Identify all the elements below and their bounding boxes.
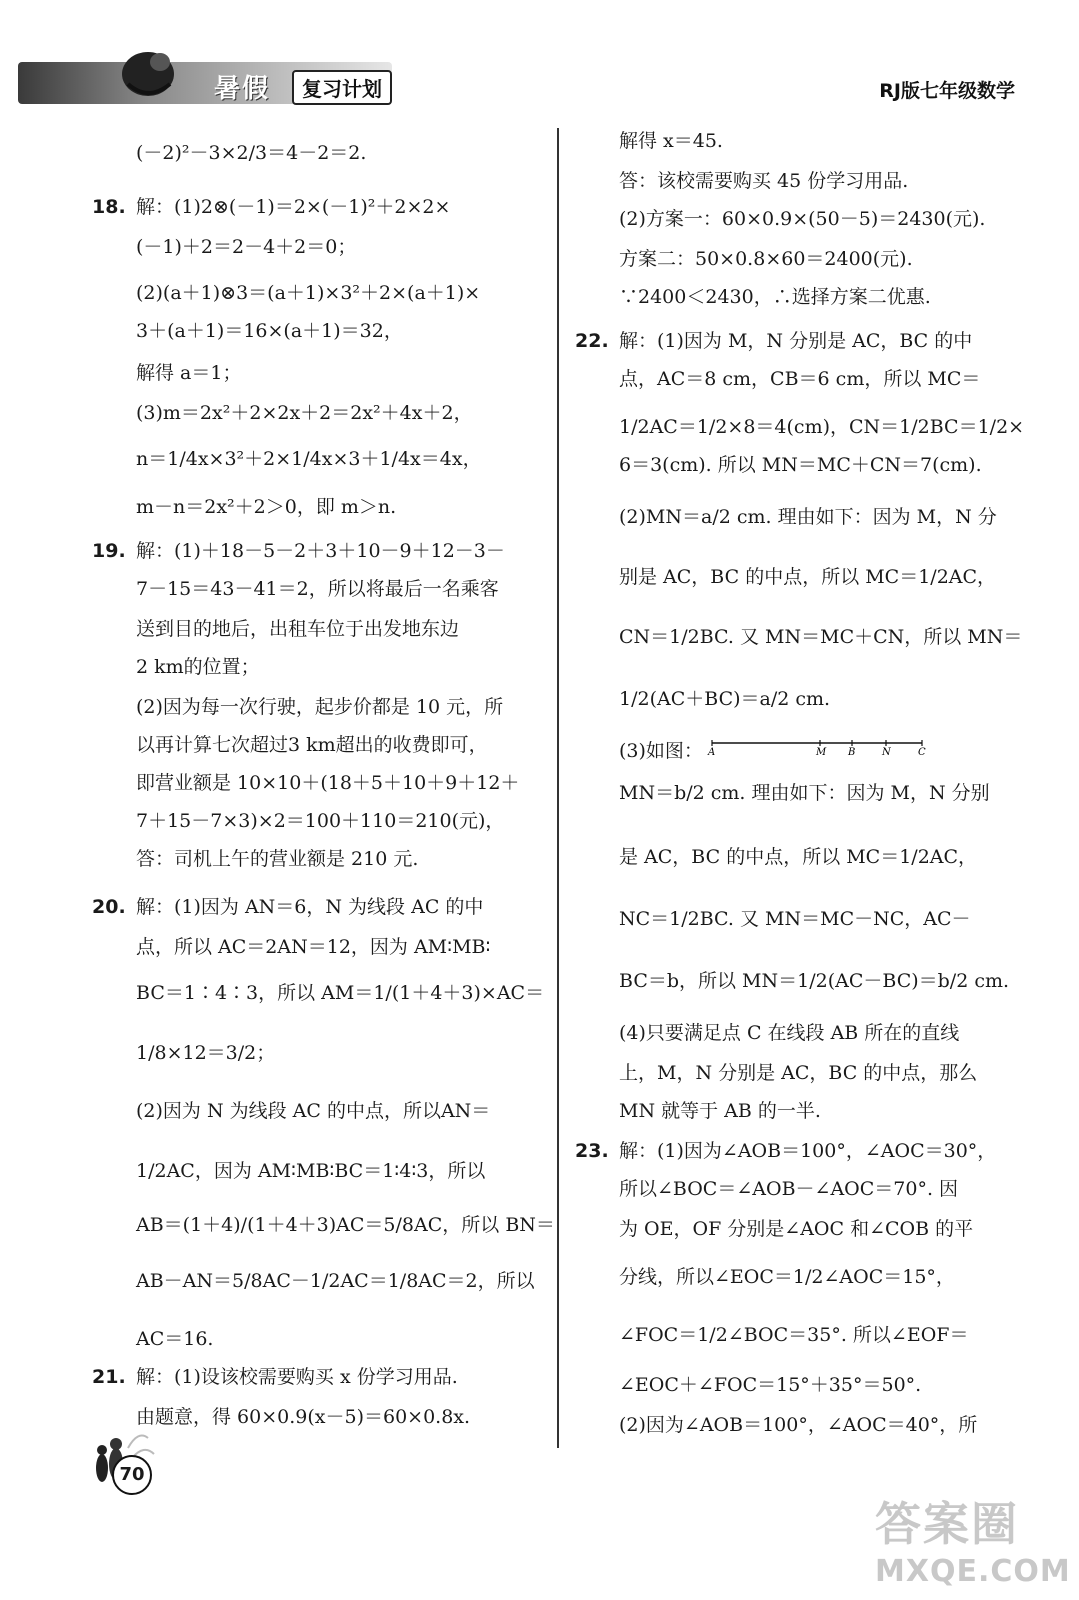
text-line bbox=[92, 400, 538, 426]
solution-text: 6＝3(cm). 所以 MN＝MC＋CN＝7(cm). bbox=[619, 454, 982, 476]
column-divider bbox=[557, 128, 559, 1448]
solution-text: 由题意，得 60×0.9(x－5)＝60×0.8x. bbox=[136, 1406, 471, 1428]
solution-text: 解得 a＝1； bbox=[136, 362, 242, 384]
solution-text: 解：(1)2⊗(－1)＝2×(－1)²＋2×2× bbox=[136, 196, 451, 218]
solution-text: 1/8×12＝3/2； bbox=[136, 1042, 276, 1064]
solution-text: CN＝1/2BC. 又 MN＝MC＋CN，所以 MN＝ bbox=[619, 626, 1023, 648]
solution-text: (2)方案一：60×0.9×(50－5)＝2430(元). bbox=[619, 208, 986, 230]
solution-text: (3)如图： bbox=[619, 740, 703, 762]
solution-text: 分线，所以∠EOC＝1/2∠AOC＝15°， bbox=[619, 1266, 955, 1288]
solution-text: (3)m＝2x²＋2×2x＋2＝2x²＋4x＋2， bbox=[136, 402, 473, 424]
text-line bbox=[575, 1098, 1015, 1124]
text-line bbox=[575, 1060, 1015, 1086]
segment-point-label: B bbox=[848, 747, 856, 758]
solution-text: 1/2(AC＋BC)＝a/2 cm. bbox=[619, 688, 831, 710]
text-line bbox=[575, 1216, 1015, 1242]
solution-text: AB－AN＝5/8AC－1/2AC＝1/8AC＝2，所以 bbox=[136, 1270, 535, 1292]
problem-number: 20. bbox=[92, 896, 126, 918]
page-number: 70 bbox=[112, 1455, 152, 1495]
text-line bbox=[575, 504, 1015, 530]
solution-text: 是 AC，BC 的中点，所以 MC＝1/2AC， bbox=[619, 846, 978, 868]
text-line bbox=[575, 686, 1015, 712]
text-line bbox=[575, 1412, 1015, 1438]
solution-text: 上，M，N 分别是 AC，BC 的中点，那么 bbox=[619, 1062, 978, 1084]
solution-text: (－2)²－3×2/3＝4－2＝2. bbox=[136, 142, 367, 164]
solution-text: (2)因为∠AOB＝100°，∠AOC＝40°，所 bbox=[619, 1414, 978, 1436]
text-line bbox=[92, 360, 538, 386]
site-watermark bbox=[875, 1488, 1071, 1589]
problem-number: 19. bbox=[92, 540, 126, 562]
text-line bbox=[575, 624, 1023, 650]
solution-text: 送到目的地后，出租车位于出发地东边 bbox=[136, 618, 460, 640]
solution-text: (2)(a＋1)⊗3＝(a＋1)×3²＋2×(a＋1)× bbox=[136, 282, 481, 304]
text-line bbox=[575, 1264, 1015, 1290]
solution-text: 解：(1)因为 AN＝6，N 为线段 AC 的中 bbox=[136, 896, 484, 918]
solution-text: BC＝b，所以 MN＝1/2(AC－BC)＝b/2 cm. bbox=[619, 970, 1010, 992]
solution-text: 7－15＝43－41＝2，所以将最后一名乘客 bbox=[136, 578, 499, 600]
text-line bbox=[92, 1158, 538, 1184]
problem-number: 18. bbox=[92, 196, 126, 218]
text-line bbox=[575, 906, 1015, 932]
solution-text: m－n＝2x²＋2＞0，即 m＞n. bbox=[136, 496, 397, 518]
solution-text: (4)只要满足点 C 在线段 AB 所在的直线 bbox=[619, 1022, 960, 1044]
text-line bbox=[575, 1138, 1015, 1164]
solution-text: BC＝1∶4∶3，所以 AM＝1/(1＋4＋3)×AC＝ bbox=[136, 982, 545, 1004]
problem-number: 23. bbox=[575, 1140, 609, 1162]
solution-text: (2)MN＝a/2 cm. 理由如下：因为 M，N 分 bbox=[619, 506, 997, 528]
text-line bbox=[92, 846, 538, 872]
solution-text: 答：司机上午的营业额是 210 元. bbox=[136, 848, 419, 870]
solution-text: 点，所以 AC＝2AN＝12，因为 AM∶MB∶ bbox=[136, 936, 491, 958]
text-line bbox=[92, 1098, 538, 1124]
text-line bbox=[92, 1404, 538, 1430]
watermark-cn: 答案圈 bbox=[875, 1497, 1019, 1551]
text-line bbox=[92, 654, 538, 680]
solution-text: MN＝b/2 cm. 理由如下：因为 M，N 分别 bbox=[619, 782, 990, 804]
segment-point-label: A bbox=[708, 747, 716, 758]
solution-text: 答：该校需要购买 45 份学习用品. bbox=[619, 170, 909, 192]
text-line bbox=[92, 732, 538, 758]
solution-text: ∵2400＜2430，∴选择方案二优惠. bbox=[619, 286, 931, 308]
text-line bbox=[92, 318, 538, 344]
solution-text: 1/2AC，因为 AM∶MB∶BC＝1∶4∶3，所以 bbox=[136, 1160, 486, 1182]
text-line bbox=[92, 808, 538, 834]
solution-text: 为 OE，OF 分别是∠AOC 和∠COB 的平 bbox=[619, 1218, 974, 1240]
problem-number: 21. bbox=[92, 1366, 126, 1388]
solution-text: 解：(1)设该校需要购买 x 份学习用品. bbox=[136, 1366, 458, 1388]
solution-text: (－1)＋2＝2－4＋2＝0； bbox=[136, 236, 357, 258]
text-line bbox=[575, 1176, 1015, 1202]
text-line bbox=[92, 234, 538, 260]
text-line bbox=[92, 280, 538, 306]
text-line bbox=[92, 1212, 555, 1238]
solution-text: 解：(1)＋18－5－2＋3＋10－9＋12－3－ bbox=[136, 540, 505, 562]
solution-text: 解得 x＝45. bbox=[619, 130, 723, 152]
solution-text: 所以∠BOC＝∠AOB－∠AOC＝70°. 因 bbox=[619, 1178, 959, 1200]
text-line bbox=[575, 328, 1015, 354]
solution-text: 1/2AC＝1/2×8＝4(cm)，CN＝1/2BC＝1/2× bbox=[619, 416, 1025, 438]
text-line bbox=[92, 894, 538, 920]
text-line bbox=[92, 538, 538, 564]
text-line bbox=[92, 1326, 538, 1352]
text-line bbox=[92, 616, 538, 642]
text-line bbox=[575, 844, 1015, 870]
text-line bbox=[92, 1040, 538, 1066]
solution-text: 解：(1)因为∠AOB＝100°，∠AOC＝30°， bbox=[619, 1140, 997, 1162]
text-line bbox=[575, 564, 1015, 590]
solution-text: 方案二：50×0.8×60＝2400(元). bbox=[619, 248, 913, 270]
text-line bbox=[92, 694, 538, 720]
segment-point-label: M bbox=[816, 747, 827, 758]
solution-text: 3＋(a＋1)＝16×(a＋1)＝32， bbox=[136, 320, 403, 342]
text-line bbox=[575, 366, 1015, 392]
text-line bbox=[575, 1020, 1015, 1046]
banner-subtitle: 复习计划 bbox=[292, 70, 392, 105]
solution-text: 点，AC＝8 cm，CB＝6 cm，所以 MC＝ bbox=[619, 368, 981, 390]
text-line bbox=[575, 414, 1025, 440]
text-line bbox=[92, 934, 538, 960]
segment-point-label: C bbox=[918, 747, 926, 758]
solution-text: MN 就等于 AB 的一半. bbox=[619, 1100, 821, 1122]
text-line bbox=[92, 576, 538, 602]
segment-point-label: N bbox=[882, 747, 891, 758]
solution-text: ∠FOC＝1/2∠BOC＝35°. 所以∠EOF＝ bbox=[619, 1324, 969, 1346]
solution-text: AB＝(1＋4)/(1＋4＋3)AC＝5/8AC，所以 BN＝ bbox=[136, 1214, 555, 1236]
text-line bbox=[92, 1268, 538, 1294]
text-line bbox=[575, 168, 1015, 194]
text-line bbox=[575, 452, 1015, 478]
book-edition-label: RJ版七年级数学 bbox=[879, 80, 1015, 102]
text-line bbox=[92, 770, 538, 796]
skater-illustration-icon bbox=[108, 44, 188, 104]
text-line bbox=[92, 980, 545, 1006]
text-line bbox=[575, 284, 1015, 310]
text-line bbox=[575, 246, 1015, 272]
text-line bbox=[575, 128, 1015, 154]
text-line bbox=[575, 1372, 1015, 1398]
solution-text: 别是 AC，BC 的中点，所以 MC＝1/2AC， bbox=[619, 566, 997, 588]
text-line bbox=[575, 1322, 1015, 1348]
text-line bbox=[575, 780, 1015, 806]
solution-text: 即营业额是 10×10＋(18＋5＋10＋9＋12＋ bbox=[136, 772, 520, 794]
segment-figure bbox=[710, 738, 924, 756]
solution-text: (2)因为每一次行驶，起步价都是 10 元，所 bbox=[136, 696, 504, 718]
solution-text: NC＝1/2BC. 又 MN＝MC－NC，AC－ bbox=[619, 908, 971, 930]
solution-text: n＝1/4x×3²＋2×1/4x×3＋1/4x＝4x， bbox=[136, 448, 482, 470]
watermark-en: MXQE.COM bbox=[875, 1554, 1071, 1589]
solution-text: (2)因为 N 为线段 AC 的中点，所以AN＝ bbox=[136, 1100, 491, 1122]
text-line bbox=[575, 968, 1015, 994]
text-line bbox=[92, 1364, 538, 1390]
solution-text: 以再计算七次超过3 km超出的收费即可， bbox=[136, 734, 488, 756]
text-line bbox=[92, 140, 538, 166]
solution-text: 7＋15－7×3)×2＝100＋110＝210(元)， bbox=[136, 810, 505, 832]
solution-text: 2 km的位置； bbox=[136, 656, 260, 678]
text-line bbox=[92, 446, 538, 472]
text-line bbox=[92, 194, 538, 220]
banner-title: 暑假 bbox=[214, 74, 271, 104]
solution-text: ∠EOC＋∠FOC＝15°＋35°＝50°. bbox=[619, 1374, 922, 1396]
solution-text: 解：(1)因为 M，N 分别是 AC，BC 的中 bbox=[619, 330, 973, 352]
header-banner bbox=[18, 62, 392, 104]
text-line bbox=[92, 494, 538, 520]
problem-number: 22. bbox=[575, 330, 609, 352]
text-line bbox=[575, 206, 1015, 232]
solution-text: AC＝16. bbox=[136, 1328, 214, 1350]
